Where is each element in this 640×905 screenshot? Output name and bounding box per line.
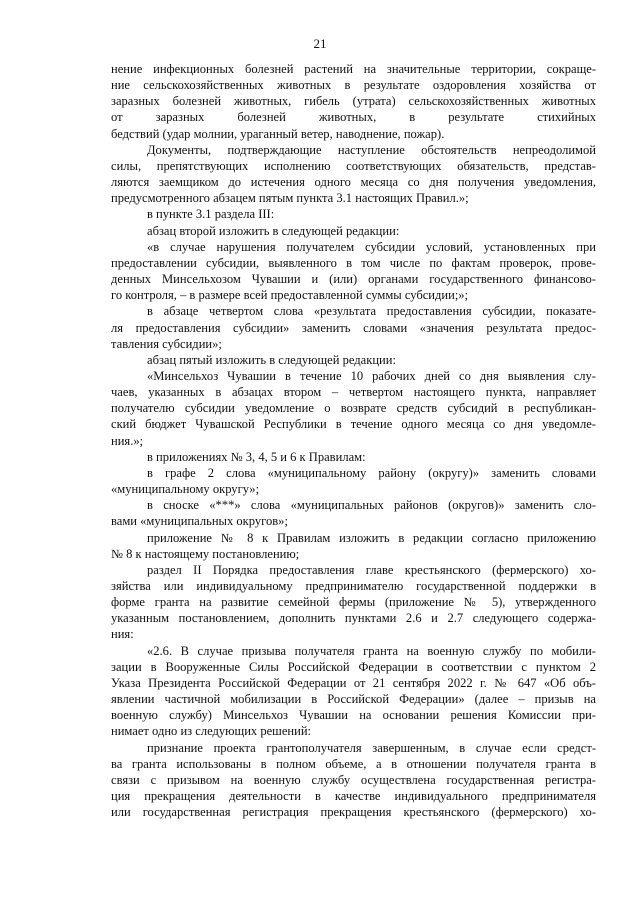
text-line: в графе 2 слова «муниципальному району (округу)» заменить словами — [147, 465, 596, 480]
text-line: ляются заемщиком до истечения одного месяца со дня получения уведомления, — [111, 175, 596, 190]
text-line: указанным постановлением, дополнить пунктами 2.6 и 2.7 следующего содержа- — [111, 611, 596, 626]
text-line: от заразных болезней животных, в результате стихийных — [111, 110, 596, 125]
text-line: денных Минсельхозом Чувашии и (или) органами государственного финансово- — [111, 272, 596, 287]
text-line: военную службу) Минсельхоз Чувашии на основании решения Комиссии при- — [111, 708, 596, 723]
text-line: абзац пятый изложить в следующей редакции: — [147, 352, 396, 367]
text-line: вами «муниципальных округов»; — [111, 514, 288, 529]
text-line: силы, препятствующих исполнению соответствующих обязательств, представ- — [111, 158, 596, 173]
text-line: признание проекта грантополучателя завершенным, в случае если средст- — [147, 740, 596, 755]
text-line: ский бюджет Чувашской Республики в течение одного месяца со дня уведомле- — [111, 417, 596, 432]
text-line: Указа Президента Российской Федерации от 21 сентября 2022 г. № 647 «Об объ- — [111, 675, 596, 690]
text-line: связи с призывом на военную службу осуществлена государственная регистра- — [111, 772, 596, 787]
text-line: тавления субсидии»; — [111, 336, 222, 351]
text-line: «в случае нарушения получателем субсидии условий, установленных при — [147, 239, 596, 254]
text-line: заразных болезней животных, гибель (утрата) сельскохозяйственных животных — [111, 94, 596, 109]
text-line: ция прекращения деятельности в качестве индивидуального предпринимателя — [111, 789, 596, 804]
text-line: ния.»; — [111, 433, 144, 448]
text-line: го контроля, – в размере всей предоставленной суммы субсидии;»; — [111, 288, 469, 303]
text-line: получателю субсидии уведомление о возврате средств субсидий в республикан- — [111, 401, 596, 416]
text-line: предоставлении субсидии, выявленного в том числе по фактам проверок, прове- — [111, 255, 596, 270]
text-line: явлении частичной мобилизации в Российской Федерации» (далее – призыв на — [111, 692, 596, 707]
text-line: или государственная регистрация прекращения крестьянского (фермерского) хо- — [111, 805, 596, 820]
text-line: «муниципальному округу»; — [111, 482, 260, 497]
text-line: «2.6. В случае призыва получателя гранта на военную службу по мобили- — [147, 643, 596, 658]
text-line: ва гранта использованы в полном объеме, а в отношении получателя гранта в — [111, 756, 596, 771]
text-line: чаев, указанных в абзацах втором – четвертом настоящего пункта, направляет — [111, 385, 596, 400]
text-line: ние сельскохозяйственных животных в результате оздоровления хозяйства от — [111, 78, 596, 93]
text-line: в пункте 3.1 раздела III: — [147, 207, 275, 222]
text-line: приложение № 8 к Правилам изложить в редакции согласно приложению — [147, 530, 596, 545]
text-line: бедствий (удар молнии, ураганный ветер, наводнение, пожар). — [111, 126, 445, 141]
page-number: 21 — [313, 36, 327, 51]
text-line: форме гранта на развитие семейной фермы (приложение № 5), утвержденного — [111, 595, 596, 610]
text-line: в сноске «***» слова «муниципальных районов (округов)» заменить сло- — [147, 498, 596, 513]
text-line: в приложениях № 3, 4, 5 и 6 к Правилам: — [147, 449, 366, 464]
text-line: ния: — [111, 627, 134, 642]
text-line: «Минсельхоз Чувашии в течение 10 рабочих дней со дня выявления слу- — [147, 368, 596, 383]
text-line: зяйства или индивидуальному предпринимателю государственной поддержки в — [111, 579, 596, 593]
text-line: Документы, подтверждающие наступление обстоятельств непреодолимой — [147, 142, 596, 157]
text-line: абзац второй изложить в следующей редакции: — [147, 223, 400, 238]
text-line: № 8 к настоящему постановлению; — [111, 546, 300, 561]
document-body — [111, 61, 596, 820]
text-line: ля предоставления субсидии» заменить словами «значения результата предос- — [111, 320, 596, 335]
text-line: раздел II Порядка предоставления главе крестьянского (фермерского) хо- — [147, 562, 596, 577]
text-line: зации в Вооруженные Силы Российской Федерации в соответствии с пунктом 2 — [111, 659, 596, 674]
text-line: нение инфекционных болезней растений на значительные территории, сокраще- — [111, 62, 596, 76]
text-line: в абзаце четвертом слова «результата предоставления субсидии, показате- — [147, 304, 596, 319]
text-line: нимает одно из следующих решений: — [111, 724, 312, 739]
text-line: предусмотренного абзацем пятым пункта 3.1 настоящих Правил.»; — [111, 191, 469, 206]
